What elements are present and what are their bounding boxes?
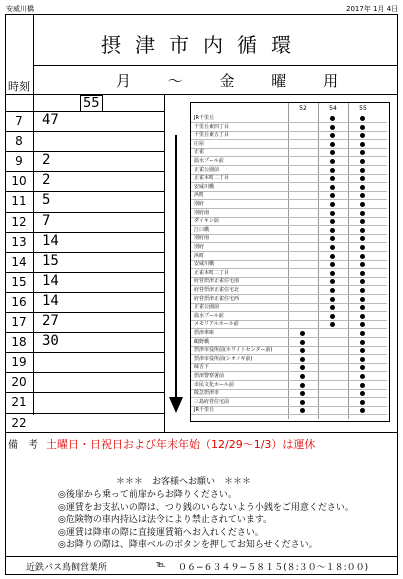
departure-minutes: 2 bbox=[42, 172, 51, 189]
route-column-header: 54 bbox=[329, 105, 337, 112]
stop-marker-icon bbox=[360, 314, 365, 319]
stop-marker-icon bbox=[300, 408, 305, 413]
route-stop-name: 正雀 bbox=[194, 149, 205, 156]
stop-marker-icon bbox=[360, 133, 365, 138]
stop-marker-icon bbox=[330, 228, 335, 233]
route-stop-name: 安威川橋 bbox=[194, 183, 215, 190]
route-stop-name: ダイキン前 bbox=[194, 218, 219, 225]
stop-marker-icon bbox=[360, 116, 365, 121]
stop-marker-icon bbox=[330, 150, 335, 155]
stop-marker-icon bbox=[300, 357, 305, 362]
hour-label: 18 bbox=[11, 335, 27, 350]
hour-label: 22 bbox=[11, 415, 27, 430]
route-stop-name: 別府南 bbox=[194, 235, 210, 242]
stop-marker-icon bbox=[300, 374, 305, 379]
route-code-badge: 55 bbox=[80, 95, 103, 112]
hour-label: 10 bbox=[11, 174, 27, 189]
hour-label: 11 bbox=[11, 194, 27, 209]
notice-line: ◎お降りの際は、降車ベルのボタンを押してお知らせください。 bbox=[58, 540, 318, 550]
hour-label: 16 bbox=[11, 294, 27, 309]
stop-marker-icon bbox=[300, 340, 305, 345]
route-stop-name: 府営摂津正雀住宅西 bbox=[194, 295, 240, 302]
stop-marker-icon bbox=[360, 168, 365, 173]
stop-marker-icon bbox=[330, 314, 335, 319]
stop-marker-icon bbox=[330, 305, 335, 310]
hour-label: 17 bbox=[11, 315, 27, 329]
hour-label: 7 bbox=[15, 114, 23, 128]
departure-minutes: 2 bbox=[42, 152, 51, 169]
route-stop-name: 摂津警察署前 bbox=[194, 373, 225, 379]
stop-name: 安威川橋 bbox=[6, 5, 34, 13]
route-stop-name: 三島府営住宅前 bbox=[194, 398, 230, 405]
stop-marker-icon bbox=[360, 340, 365, 345]
stop-marker-icon bbox=[300, 391, 305, 396]
hour-label: 8 bbox=[15, 134, 23, 149]
route-stop-name: 正雀公園前 bbox=[194, 166, 220, 173]
stop-marker-icon bbox=[330, 159, 335, 164]
stop-marker-icon bbox=[360, 383, 365, 388]
stop-marker-icon bbox=[330, 297, 335, 302]
stop-marker-icon bbox=[330, 193, 335, 198]
route-stop-name: 味舌下 bbox=[194, 364, 210, 371]
stop-marker-icon bbox=[360, 193, 365, 198]
route-stop-name: 正雀本町二丁目 bbox=[194, 269, 230, 276]
route-stop-name: 府営摂津正雀住宅南 bbox=[194, 278, 240, 285]
stop-marker-icon bbox=[360, 271, 365, 276]
stop-marker-icon bbox=[360, 176, 365, 181]
stop-marker-icon bbox=[300, 365, 305, 370]
stop-marker-icon bbox=[360, 400, 365, 405]
day-type: 月 〜 金 曜 用 bbox=[116, 72, 355, 90]
hour-label: 13 bbox=[11, 234, 27, 249]
route-stop-name: 別府南 bbox=[194, 209, 210, 216]
stop-marker-icon bbox=[360, 322, 365, 327]
hour-label: 20 bbox=[11, 375, 27, 390]
route-stop-name: メモリアルホール前 bbox=[194, 321, 239, 328]
departure-minutes: 27 bbox=[42, 313, 59, 329]
stop-marker-icon bbox=[360, 297, 365, 302]
route-stop-name: 庄屋 bbox=[194, 140, 205, 147]
stop-marker-icon bbox=[330, 322, 335, 327]
direction-arrow-icon bbox=[166, 135, 186, 415]
remarks-label: 備 考 bbox=[8, 440, 38, 451]
office-name: 近鉄バス鳥飼営業所 bbox=[26, 563, 108, 573]
route-stop-name: 千里丘東五丁目 bbox=[194, 132, 230, 139]
stop-marker-icon bbox=[360, 159, 365, 164]
issue-date: 2017年 1月 4日 bbox=[346, 5, 399, 13]
stop-marker-icon bbox=[330, 279, 335, 284]
stop-marker-icon bbox=[360, 202, 365, 207]
stop-marker-icon bbox=[360, 391, 365, 396]
remarks-text: 土曜日・日祝日および年末年始（12/29〜1/3）は運休 bbox=[46, 438, 316, 451]
departure-minutes: 14 bbox=[42, 292, 59, 309]
route-stop-name: 摂津市役所前(ホワイトセンター前) bbox=[194, 347, 273, 354]
stop-marker-icon bbox=[330, 211, 335, 216]
route-diagram bbox=[190, 102, 390, 422]
phone-label: ℡ bbox=[156, 560, 166, 570]
route-stop-name: 鶴野橋 bbox=[194, 338, 210, 345]
route-stop-name: 温水プール前 bbox=[194, 158, 224, 164]
departure-minutes: 7 bbox=[42, 212, 51, 229]
route-stop-name: 安威川橋 bbox=[194, 261, 215, 268]
stop-marker-icon bbox=[360, 125, 365, 130]
hour-column-label: 時刻 bbox=[8, 80, 30, 93]
stop-marker-icon bbox=[330, 288, 335, 293]
hour-label: 21 bbox=[11, 395, 27, 410]
departure-minutes: 5 bbox=[42, 192, 51, 209]
hour-label: 15 bbox=[11, 274, 27, 289]
route-stop-name: 千里丘東四丁目 bbox=[194, 123, 230, 130]
stop-marker-icon bbox=[330, 168, 335, 173]
stop-marker-icon bbox=[330, 254, 335, 259]
page-title: 摂津市内循環 bbox=[101, 33, 305, 57]
route-stop-name: 市民文化ホール前 bbox=[194, 381, 234, 388]
stop-marker-icon bbox=[330, 271, 335, 276]
stop-marker-icon bbox=[330, 142, 335, 147]
stop-marker-icon bbox=[300, 383, 305, 388]
stop-marker-icon bbox=[360, 305, 365, 310]
stop-marker-icon bbox=[360, 211, 365, 216]
stop-marker-icon bbox=[330, 125, 335, 130]
route-stop-name: 摂津市役所前(シオノギ前) bbox=[194, 355, 253, 362]
stop-marker-icon bbox=[330, 116, 335, 121]
route-stop-name: 別府 bbox=[194, 201, 205, 207]
route-stop-name: 摂津車庫 bbox=[194, 330, 215, 336]
stop-marker-icon bbox=[360, 279, 365, 284]
notice-line: ◎運賃は降車の際に直接運賃箱へお入れください。 bbox=[58, 527, 264, 538]
departure-minutes: 14 bbox=[42, 272, 59, 289]
notice-heading: ＊＊＊ お客様へお願い ＊＊＊ bbox=[116, 477, 252, 487]
departure-minutes: 47 bbox=[42, 112, 59, 128]
stop-marker-icon bbox=[360, 408, 365, 413]
route-stop-name: 別府 bbox=[194, 244, 205, 250]
stop-marker-icon bbox=[360, 348, 365, 353]
hour-label: 14 bbox=[11, 254, 27, 269]
route-stop-name: 阪急摂津市 bbox=[194, 390, 220, 397]
route-column-header: 55 bbox=[359, 105, 367, 112]
stop-marker-icon bbox=[360, 262, 365, 267]
stop-marker-icon bbox=[360, 228, 365, 233]
timetable-sheet bbox=[5, 14, 398, 575]
stop-marker-icon bbox=[360, 150, 365, 155]
stop-marker-icon bbox=[360, 245, 365, 250]
stop-marker-icon bbox=[300, 331, 305, 336]
stop-marker-icon bbox=[300, 348, 305, 353]
departure-minutes: 30 bbox=[42, 333, 59, 350]
route-stop-name: 正雀公園前 bbox=[194, 304, 220, 311]
route-stop-name: 江口橋 bbox=[194, 226, 210, 233]
stop-marker-icon bbox=[360, 357, 365, 362]
route-stop-name: 浜町 bbox=[194, 252, 205, 259]
route-stop-name: 正雀本町二丁目 bbox=[194, 175, 230, 182]
route-stop-name: 浜町 bbox=[194, 192, 205, 199]
notice-line: ◎後扉から乗って前扉からお降りください。 bbox=[58, 490, 237, 500]
phone-number: ０６−６３４９−５８１５(８:３０〜１８:００) bbox=[178, 563, 369, 573]
route-column-header: 52 bbox=[299, 105, 307, 112]
stop-marker-icon bbox=[330, 245, 335, 250]
stop-marker-icon bbox=[330, 236, 335, 241]
stop-marker-icon bbox=[360, 331, 365, 336]
notice-line: ◎運賃をお支払いの際は、つり銭のいらないよう小銭をご用意ください。 bbox=[58, 502, 354, 513]
notice-line: ◎危険物の車内持込は法令により禁止されています。 bbox=[58, 515, 273, 525]
stop-marker-icon bbox=[330, 262, 335, 267]
stop-marker-icon bbox=[360, 185, 365, 190]
stop-marker-icon bbox=[360, 219, 365, 224]
departure-minutes: 14 bbox=[42, 232, 59, 249]
stop-marker-icon bbox=[360, 374, 365, 379]
stop-marker-icon bbox=[330, 185, 335, 190]
hour-label: 12 bbox=[11, 214, 27, 229]
route-stop-name: 府営摂津正雀住宅北 bbox=[194, 287, 240, 293]
stop-marker-icon bbox=[330, 202, 335, 207]
stop-marker-icon bbox=[330, 133, 335, 138]
stop-marker-icon bbox=[360, 236, 365, 241]
hour-label: 9 bbox=[15, 154, 23, 169]
route-stop-name: 温水プール前 bbox=[194, 312, 224, 319]
stop-marker-icon bbox=[360, 254, 365, 259]
hour-label: 19 bbox=[11, 355, 27, 370]
stop-marker-icon bbox=[330, 176, 335, 181]
stop-marker-icon bbox=[360, 288, 365, 293]
route-stop-name: JR千里丘 bbox=[194, 407, 214, 414]
stop-marker-icon bbox=[330, 219, 335, 224]
route-stop-name: JR千里丘 bbox=[194, 115, 214, 121]
stop-marker-icon bbox=[300, 400, 305, 405]
departure-minutes: 15 bbox=[42, 252, 59, 269]
stop-marker-icon bbox=[360, 142, 365, 147]
stop-marker-icon bbox=[360, 365, 365, 370]
